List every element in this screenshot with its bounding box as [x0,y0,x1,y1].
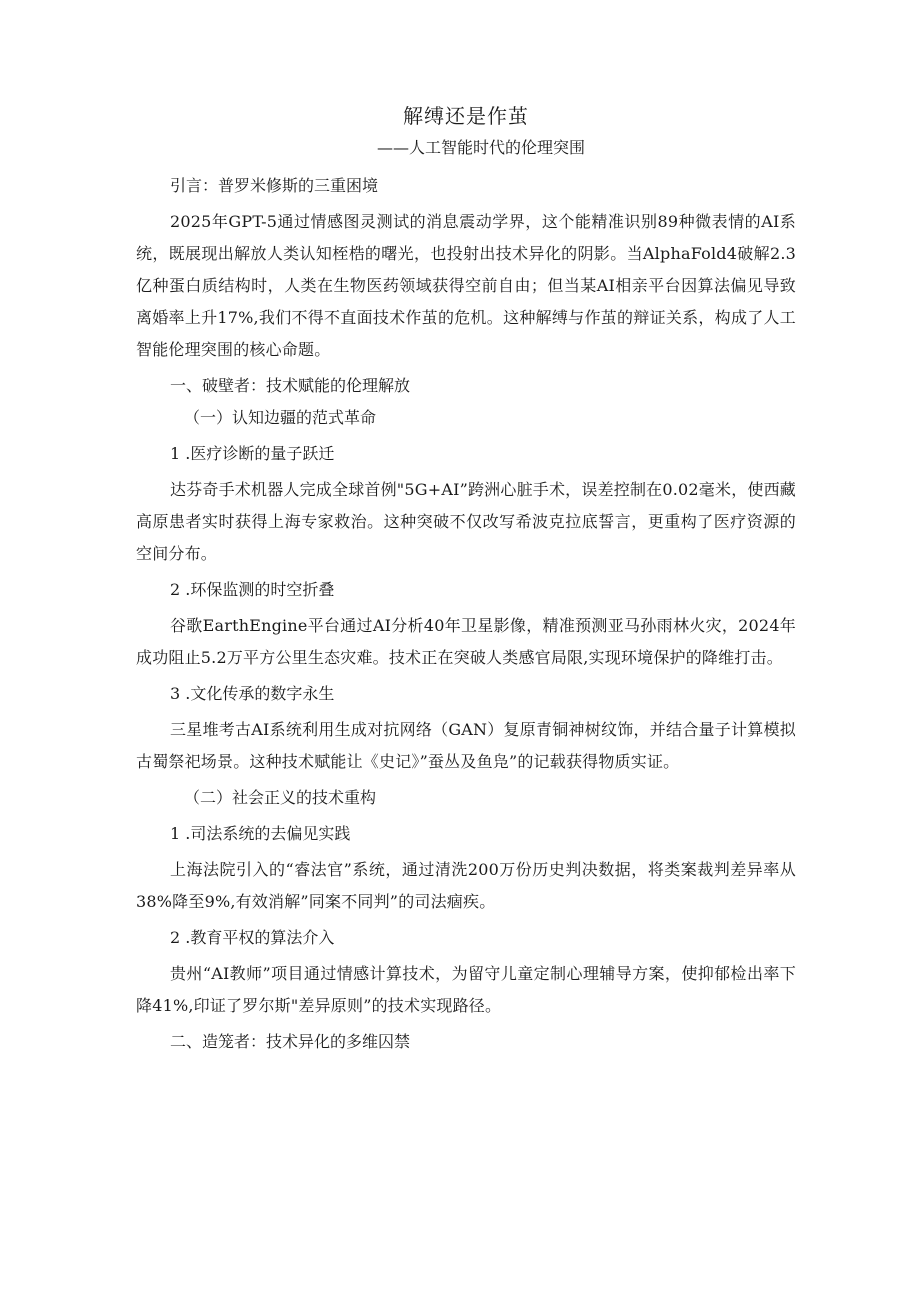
subsection2-heading: （二）社会正义的技术重构 [184,788,377,807]
document-subtitle: ——人工智能时代的伦理突围 [376,138,585,157]
item1-3-heading: 3 .文化传承的数字永生 [170,684,335,703]
document-page [136,100,796,1058]
item1-2-heading: 2 .环保监测的时空折叠 [170,580,335,599]
item1-2-paragraph: 谷歌EarthEngine平台通过AI分析40年卫星影像，精准预测亚马孙雨林火灾，2024年成功阻止5.2万平方公里生态灾难。技术正在突破人类感官局限,实现环境保护的降维打击。 [136,616,796,667]
item2-1-paragraph: 上海法院引入的“睿法官”系统，通过清洗200万份历史判决数据，将类案裁判差异率从38%降至9%,有效消解”同案不同判”的司法痼疾。 [136,860,796,911]
intro-heading: 引言：普罗米修斯的三重困境 [170,176,379,195]
item2-2-paragraph: 贵州“AI教师”项目通过情感计算技术，为留守儿童定制心理辅导方案，使抑郁检出率下降41%,印证了罗尔斯"差异原则”的技术实现路径。 [136,964,796,1015]
intro-paragraph: 2025年GPT-5通过情感图灵测试的消息震动学界，这个能精准识别89种微表情的AI系统，既展现出解放人类认知桎梏的曙光，也投射出技术异化的阴影。当AlphaFold4破解2.3亿种蛋白质结构时，人类在生物医药领域获得空前自由；但当某AI相亲平台因算法偏见导致离婚率上升17%,我们不得不直面技术作茧的危机。这种解缚与作茧的辩证关系，构成了人工智能伦理突围的核心命题。 [136,212,796,359]
document-title: 解缚还是作茧 [403,104,529,128]
item2-2-heading: 2 .教育平权的算法介入 [170,928,335,947]
item1-1-paragraph: 达芬奇手术机器人完成全球首例"5G+AI”跨洲心脏手术，误差控制在0.02毫米，使西藏高原患者实时获得上海专家救治。这种突破不仅改写希波克拉底誓言，更重构了医疗资源的空间分布。 [136,480,797,563]
subsection1-heading: （一）认知边疆的范式革命 [184,408,377,427]
section2-heading: 二、造笼者：技术异化的多维囚禁 [170,1032,411,1051]
item1-1-heading: 1 .医疗诊断的量子跃迁 [170,444,335,463]
item1-3-paragraph: 三星堆考古AI系统利用生成对抗网络（GAN）复原青铜神树纹饰，并结合量子计算模拟古蜀祭祀场景。这种技术赋能让《史记》”蚕丛及鱼凫”的记载获得物质实证。 [136,720,796,771]
section1-heading: 一、破壁者：技术赋能的伦理解放 [170,376,411,395]
item2-1-heading: 1 .司法系统的去偏见实践 [170,824,351,843]
